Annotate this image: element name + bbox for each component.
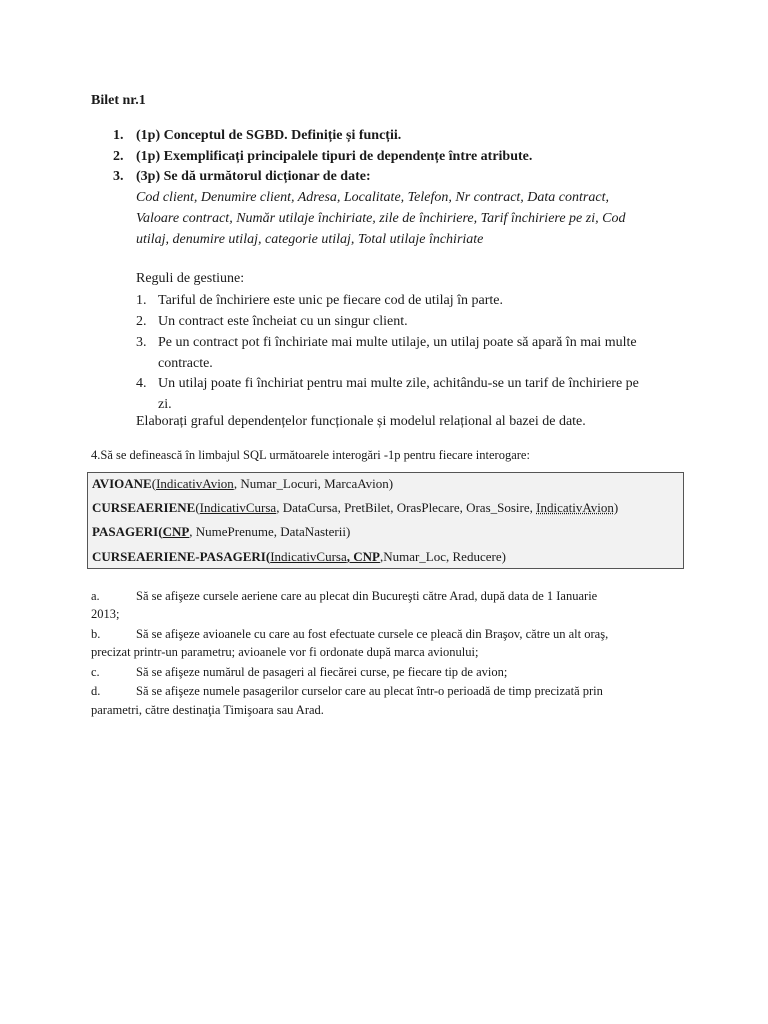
question-2-number: 2. xyxy=(113,149,124,164)
task-b-text-continued: precizat printr-un parametru; avioanele vor fi ordonate după marca avionului; xyxy=(91,645,479,659)
elaboration-instruction: Elaborați graful dependențelor funcționale și modelul relațional al bazei de date. xyxy=(136,414,586,429)
rule-3-text-continued: contracte. xyxy=(158,356,213,371)
task-a-text: Să se afişeze cursele aeriene care au plecat din Bucureşti către Arad, după data de 1 Ianuarie xyxy=(136,589,598,603)
task-d-text: Să se afişeze numele pasagerilor curselor care au plecat într-o perioadă de timp precizată prin xyxy=(136,684,603,698)
schema-pasageri: PASAGERI(CNP, NumePrenume, DataNasterii) xyxy=(92,524,351,539)
table-name: CURSEAERIENE-PASAGERI xyxy=(92,549,266,564)
rule-2-number: 2. xyxy=(136,314,147,329)
closing: ) xyxy=(613,500,619,515)
rule-4-number: 4. xyxy=(136,376,147,391)
relational-schema-box xyxy=(87,472,684,569)
attributes: ,Numar_Loc, Reducere) xyxy=(379,549,506,564)
task-d-text-continued: parametri, către destinaţia Timişoara sau Arad. xyxy=(91,703,324,717)
rule-4-text: Un utilaj poate fi închiriat pentru mai multe zile, achitându-se un tarif de închiriere pe xyxy=(158,376,639,391)
sql-question-intro: 4.Să se definească în limbajul SQL următoarele interogări -1p pentru fiecare interogare: xyxy=(91,448,530,462)
task-a-text-continued: 2013; xyxy=(91,607,120,621)
attributes: , NumePrenume, DataNasterii) xyxy=(189,524,351,539)
rule-3-text: Pe un contract pot fi închiriate mai multe utilaje, un utilaj poate să apară în mai multe xyxy=(158,335,637,350)
attributes: , DataCursa, PretBilet, OrasPlecare, Oras_Sosire, xyxy=(276,500,537,515)
task-b-text: Să se afişeze avioanele cu care au fost efectuate cursele ce pleacă din Braşov, către un alt oraş, xyxy=(136,627,609,641)
primary-key: IndicativAvion xyxy=(156,476,234,491)
task-c-text: Să se afişeze numărul de pasageri al fiecărei curse, pe fiecare tip de avion; xyxy=(136,665,508,679)
table-name: CURSEAERIENE xyxy=(92,500,196,515)
rule-3-number: 3. xyxy=(136,335,147,350)
rule-1-number: 1. xyxy=(136,293,147,308)
task-d-letter: d. xyxy=(91,684,101,698)
primary-key: CNP xyxy=(162,524,190,539)
primary-key-2: , CNP xyxy=(346,549,380,564)
table-name: AVIOANE xyxy=(92,476,152,491)
schema-avioane: AVIOANE(IndicativAvion, Numar_Locuri, MarcaAvion) xyxy=(92,476,394,491)
rule-2-text: Un contract este încheiat cu un singur client. xyxy=(158,314,408,329)
task-c-letter: c. xyxy=(91,665,100,679)
rule-1-text: Tariful de închiriere este unic pe fiecare cod de utilaj în parte. xyxy=(158,293,503,308)
table-name: PASAGERI xyxy=(92,524,159,539)
rules-heading: Reguli de gestiune: xyxy=(136,271,245,286)
schema-curseaeriene-pasageri: CURSEAERIENE-PASAGERI(IndicativCursa, CNP,Numar_Loc, Reducere) xyxy=(92,549,506,564)
attributes: , Numar_Locuri, MarcaAvion) xyxy=(233,476,394,491)
data-dictionary xyxy=(136,187,676,250)
rule-4-text-continued: zi. xyxy=(158,397,172,412)
question-3-number: 3. xyxy=(113,169,124,184)
ticket-title: Bilet nr.1 xyxy=(91,93,146,108)
dictionary-line: Valoare contract, Număr utilaje închiriate, zile de închiriere, Tarif închiriere pe zi, Cod xyxy=(136,211,626,226)
foreign-key: IndicativAvion xyxy=(536,500,614,515)
primary-key-1: IndicativCursa xyxy=(270,549,347,564)
primary-key: IndicativCursa xyxy=(199,500,277,515)
task-b-letter: b. xyxy=(91,627,101,641)
question-2-text: (1p) Exemplificați principalele tipuri de dependențe între atribute. xyxy=(136,149,533,164)
schema-curseaeriene: CURSEAERIENE(IndicativCursa, DataCursa, PretBilet, OrasPlecare, Oras_Sosire, IndicativAvion) xyxy=(92,500,619,515)
question-1-number: 1. xyxy=(113,128,124,143)
dictionary-line: utilaj, denumire utilaj, categorie utilaj, Total utilaje închiriate xyxy=(136,232,484,247)
question-3-text: (3p) Se dă următorul dicționar de date: xyxy=(136,169,371,184)
dictionary-line: Cod client, Denumire client, Adresa, Localitate, Telefon, Nr contract, Data contract, xyxy=(136,190,609,205)
task-a-letter: a. xyxy=(91,589,100,603)
question-1-text: (1p) Conceptul de SGBD. Definiție și funcții. xyxy=(136,128,402,143)
